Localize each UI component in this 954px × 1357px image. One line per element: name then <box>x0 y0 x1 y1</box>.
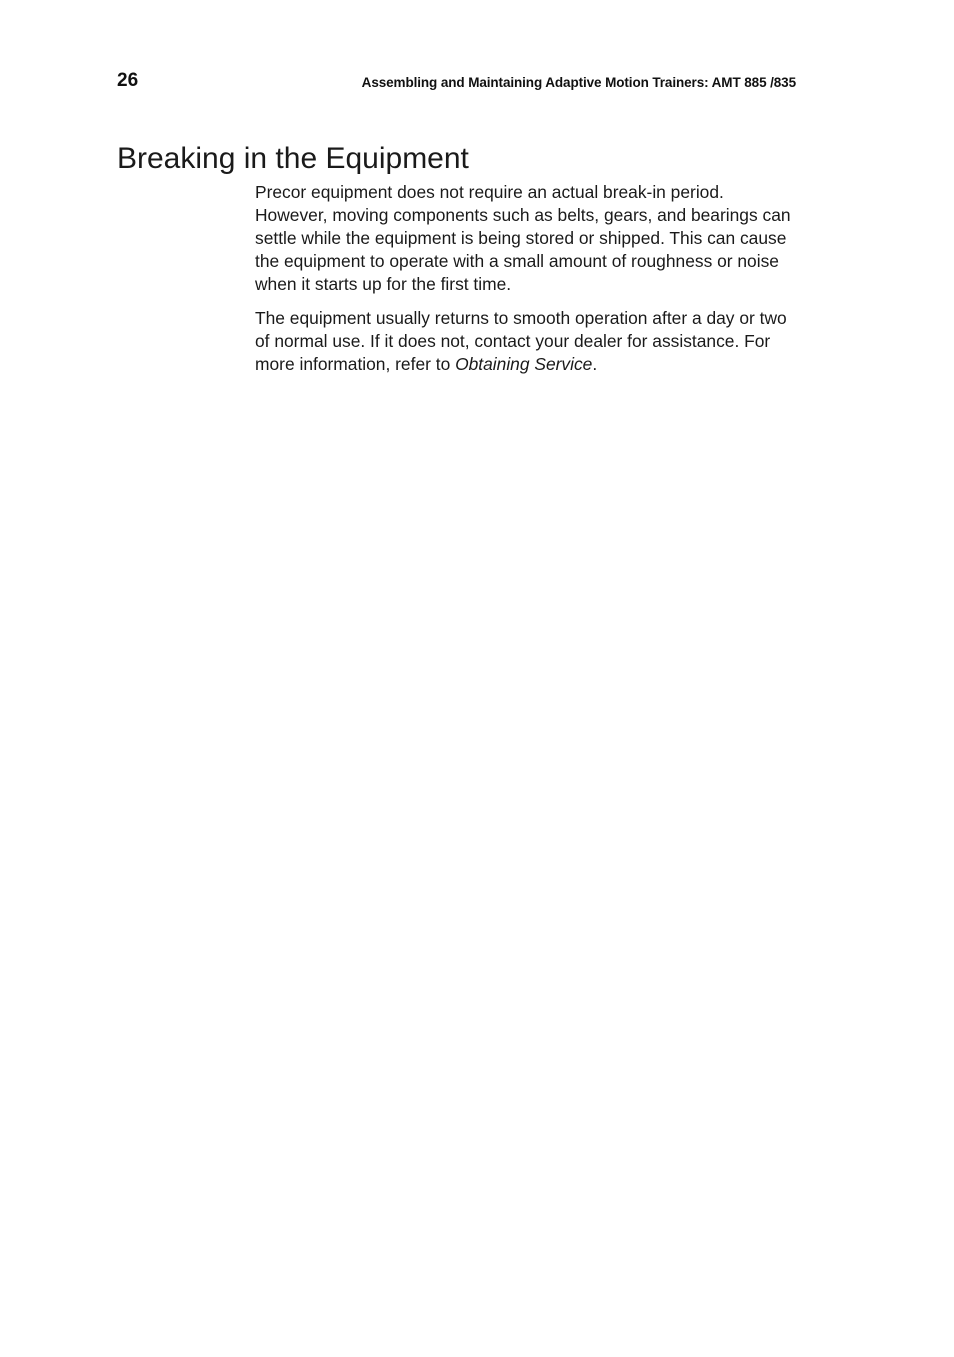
paragraph-smooth-operation <box>255 307 795 376</box>
paragraph-period: . <box>592 354 598 374</box>
section-body <box>255 181 795 387</box>
paragraph-break-in: Precor equipment does not require an actual break-in period. However, moving components such as belts, gears, and bearings can settle while the equipment is being stored or shipped. This can cause the equipment to operate with a small amount of roughness or noise when it starts up for the first time. <box>255 182 791 294</box>
page-number: 26 <box>117 70 139 91</box>
section-title: Breaking in the Equipment <box>117 142 469 175</box>
paragraph-text: The equipment usually returns to smooth operation after a day or two of normal use. If it does not, contact your dealer for assistance. For more information, refer to <box>255 308 787 374</box>
obtaining-service-reference: Obtaining Service <box>455 354 593 374</box>
running-header: Assembling and Maintaining Adaptive Motion Trainers: AMT 885 /835 <box>361 75 796 90</box>
